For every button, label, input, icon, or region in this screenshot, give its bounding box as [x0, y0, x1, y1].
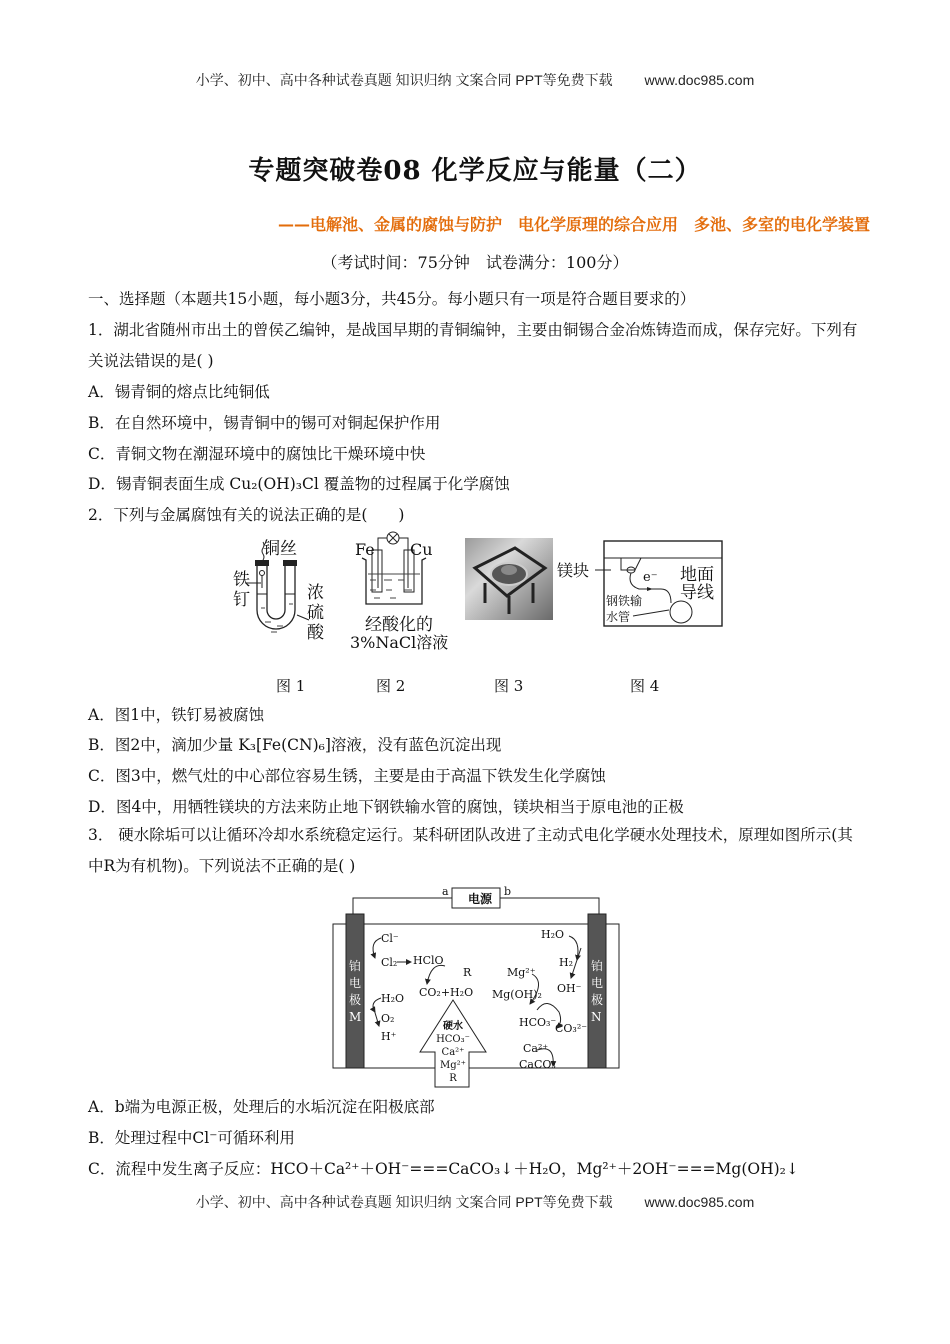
option-text: 流程中发生离子反应：HCO＋Ca²⁺＋OH⁻===CaCO₃↓＋H₂O，Mg²⁺＋2OH⁻===Mg(OH)₂↓: [115, 1160, 799, 1178]
q1-option-d[interactable]: [88, 474, 510, 494]
terminal-a-label: a: [442, 885, 449, 898]
header-text: 小学、初中、高中各种试卷真题 知识归纳 文案合同 PPT等免费下载: [195, 72, 613, 88]
q2-option-a[interactable]: [88, 705, 264, 725]
q1-option-c[interactable]: [88, 444, 425, 464]
species-oh-ion: OH⁻: [557, 982, 582, 995]
question-number: 2．: [88, 506, 114, 524]
option-text: b端为电源正极，处理后的水垢沉淀在阳极底部: [114, 1098, 435, 1116]
subtitle-topic-2: 电化学原理的综合应用: [517, 215, 678, 234]
header-site-link[interactable]: www.doc985.com: [644, 72, 755, 88]
question-number: 1．: [88, 321, 114, 339]
electrode-m-label: 铂电极M: [349, 959, 362, 1024]
option-text: 图1中，铁钉易被腐蚀: [114, 706, 265, 724]
question-number: 3．: [88, 826, 114, 844]
figure-1-label: 图 1: [276, 677, 306, 695]
fig2-solution-line2: 3%NaCl溶液: [350, 633, 449, 652]
footer-text: 小学、初中、高中各种试卷真题 知识归纳 文案合同 PPT等免费下载: [195, 1194, 613, 1210]
option-label: D．: [88, 475, 116, 493]
option-label: B．: [88, 1129, 115, 1147]
option-text: 青铜文物在潮湿环境中的腐蚀比干燥环境中快: [115, 445, 426, 463]
species-h2o-cathode: H₂O: [541, 928, 565, 941]
fig2-solution-line1: 经酸化的: [365, 615, 433, 635]
option-label: A．: [88, 383, 115, 401]
option-text: 图2中，滴加少量: [114, 736, 239, 754]
subtitle-topic-1: 电解池、金属的腐蚀与防护: [309, 215, 502, 234]
option-text: 覆盖物的过程属于化学腐蚀: [318, 475, 510, 493]
fig4-mg-label: 镁块: [557, 561, 590, 580]
fig1-wire-label: 铜丝: [263, 539, 297, 559]
species-caco3: CaCO₃: [519, 1058, 556, 1071]
option-text: 处理过程中Cl⁻可循环利用: [114, 1129, 295, 1147]
q1-option-a[interactable]: [88, 382, 270, 402]
species-co2-h2o: CO₂+H₂O: [419, 986, 474, 999]
option-label: C．: [88, 1160, 116, 1178]
option-text: 锡青铜的熔点比纯铜低: [114, 383, 270, 401]
electrode-n-label: 铂电极N: [591, 959, 604, 1024]
option-text: 溶液，没有蓝色沉淀出现: [330, 736, 502, 754]
species-h2o-anode: H₂O: [381, 992, 405, 1005]
option-label: A．: [88, 706, 115, 724]
species-hco3-ion: HCO₃⁻: [519, 1016, 557, 1029]
q1-option-b[interactable]: [88, 413, 440, 433]
q2-option-c[interactable]: [88, 766, 606, 786]
page-header: [0, 70, 950, 90]
fig2-fe-label: Fe: [355, 540, 375, 559]
power-source-label: 电源: [468, 892, 493, 906]
figure-3-gas-stove-photo: [465, 538, 553, 620]
species-co3-ion: CO₃²⁻: [555, 1022, 588, 1035]
option-text: 锡青铜表面生成: [115, 475, 230, 493]
option-text: 在自然环境中，锡青铜中的锡可对铜起保护作用: [114, 414, 441, 432]
figure-2-label: 图 2: [376, 677, 406, 695]
fig4-pipe-label-2: 水管: [606, 610, 631, 624]
question-3-stem: [88, 820, 864, 882]
q3-option-c[interactable]: [88, 1159, 799, 1179]
fig1-nail-label: 铁钉: [233, 570, 250, 610]
option-text: 图3中，燃气灶的中心部位容易生锈，主要是由于高温下铁发生化学腐蚀: [115, 767, 606, 785]
species-r: R: [463, 966, 472, 979]
fig4-mg-pointer-line: [595, 568, 611, 572]
species-cl2: Cl₂: [381, 956, 398, 969]
option-label: D．: [88, 798, 116, 816]
option-label: B．: [88, 414, 115, 432]
figure-3-label: 图 3: [494, 677, 524, 695]
q3-electrolysis-diagram: [327, 882, 625, 1090]
exam-info: （考试时间：75分钟 试卷满分：100分）: [321, 253, 629, 272]
subtitle-topic-3: 多池、多室的电化学装置: [693, 215, 870, 234]
option-label: C．: [88, 767, 116, 785]
fig4-pipe-label-1: 钢铁输: [606, 594, 643, 608]
chemical-formula: Cu₂(OH)₃Cl: [229, 475, 319, 493]
fig4-ground-label: 地面: [680, 565, 714, 585]
q2-option-d[interactable]: [88, 797, 684, 817]
page-footer: [0, 1192, 950, 1212]
figure-4-label: 图 4: [630, 677, 660, 695]
species-hclo: HClO: [413, 954, 444, 967]
page-title: 专题突破卷08 化学反应与能量（二）: [248, 156, 702, 186]
hard-water-inflow-arrow-label: 硬水 HCO₃⁻ Ca²⁺ Mg²⁺ R: [436, 1021, 470, 1084]
q2-option-b[interactable]: [88, 735, 501, 755]
species-h-ion: H⁺: [381, 1030, 397, 1043]
chemical-formula: K₃[Fe(CN)₆]: [238, 736, 331, 754]
species-mg-oh-2: Mg(OH)₂: [492, 988, 542, 1001]
terminal-b-label: b: [504, 885, 512, 898]
species-mg-ion: Mg²⁺: [507, 966, 536, 979]
option-label: B．: [88, 736, 115, 754]
species-cl-ion: Cl⁻: [381, 932, 399, 945]
subtitle: [150, 212, 870, 235]
question-2-stem: [88, 505, 404, 525]
fig2-cu-label: Cu: [410, 540, 433, 559]
subtitle-prefix: ——: [277, 215, 310, 234]
fig1-acid-label: 浓硫酸: [307, 583, 324, 643]
footer-site-link[interactable]: www.doc985.com: [644, 1194, 755, 1210]
question-text: 硬水除垢可以让循环冷却水系统稳定运行。某科研团队改进了主动式电化学硬水处理技术，原理如图所示(其中R为有机物)。下列说法不正确的是( ): [88, 826, 853, 875]
section-heading: 一、选择题（本题共15小题，每小题3分，共45分。每小题只有一项是符合题目要求的）: [88, 290, 696, 308]
species-ca-ion: Ca²⁺: [523, 1042, 549, 1055]
option-text: 图4中，用牺牲镁块的方法来防止地下钢铁输水管的腐蚀，镁块相当于原电池的正极: [115, 798, 684, 816]
species-o2: O₂: [381, 1012, 395, 1025]
fig4-electron-label: e⁻: [643, 570, 658, 585]
option-label: A．: [88, 1098, 115, 1116]
option-label: C．: [88, 445, 116, 463]
question-text: 下列与金属腐蚀有关的说法正确的是( ): [113, 506, 405, 524]
question-text: 湖北省随州市出土的曾侯乙编钟，是战国早期的青铜编钟，主要由铜锡合金冶炼铸造而成，保存完好。下列有关说法错误的是( ): [88, 321, 858, 370]
fig4-wire-label: 导线: [680, 583, 714, 603]
q3-option-a[interactable]: [88, 1097, 435, 1117]
species-h2: H₂: [559, 956, 574, 969]
question-1-stem: [88, 315, 864, 377]
q3-option-b[interactable]: [88, 1128, 295, 1148]
